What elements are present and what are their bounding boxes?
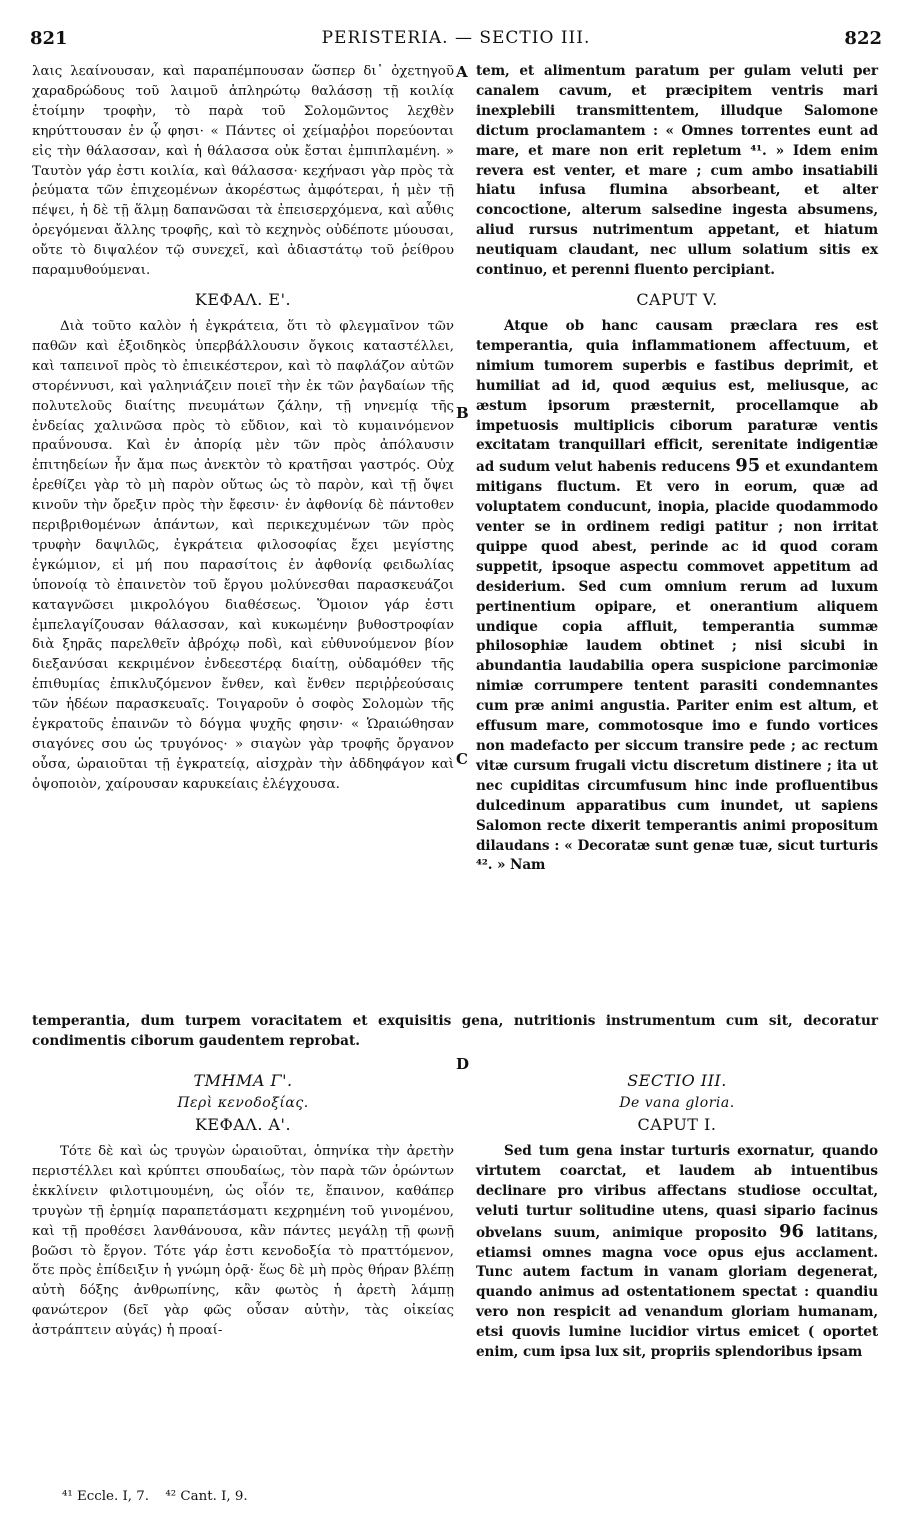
latin-paragraph-3b: latitans, etiamsi omnes magna voce opus ejus acclament. Tunc autem factum in vanam gloriam degenerat, quando animus ad ostentationem spectat : quandiu vero non respicit ad venandum gloriam humanam, etsi quovis lumine lucidior virtus emicet ( oportet enim, cum ipsa lux sit, propriis splendoribus ipsam (476, 1224, 878, 1361)
latin-paragraph-3a: Sed tum gena instar turturis exornatur, quando virtutem coarctat, et laudem ab intuentibus declinare pro viribus affectans studiose occultat, veluti turtur solitudine utens, quasi sipario facinus obvelans suum, animique proposito (476, 1143, 878, 1241)
greek-heading-caput-i: ΚΕΦΑΛ. Α'. (194, 1115, 292, 1134)
spanning-line (32, 1012, 878, 1052)
greek-column-bottom (32, 1070, 454, 1341)
latin-heading-caput-v: CAPUT V. (636, 289, 718, 309)
latin-paragraph-1: tem, et alimentum paratum per gulam veluti per canalem cavum, et præcipitem ventris mari inexplebili transmittentem, illudque Salomone dictum proclamantem : « Omnes torrentes eunt ad mare, et mare non erit repletum ⁴¹. » Idem enim revera est venter, et mare ; cum ambo insatiabili hiatu infusa flumina absorbeant, et alter concoctione, alterum salsedine ingesta absumens, aliud rursus nutrimentum appetant, et hiatum neutiquam claudant, nec ullum solatium sitis ex continuo, et perenni fluento percipiant. (476, 63, 878, 279)
latin-paragraph-3 (476, 1142, 878, 1363)
spanning-text: temperantia, dum turpem voracitatem et exquisitis gena, nutritionis instrumentum cum sit, decoratur condimentis ciborum gaudentem reprobat. (32, 1013, 878, 1049)
right-page-number: 822 (844, 28, 882, 49)
latin-heading-section: SECTIO III. (627, 1071, 727, 1090)
margin-letter-a: A (456, 63, 468, 81)
running-title: PERISTERIA. — SECTIO III. (321, 28, 591, 48)
margin-letter-b: B (456, 404, 469, 422)
footnotes (62, 1489, 260, 1504)
greek-heading-caput-v: ΚΕΦΑΛ. Ε'. (194, 289, 292, 309)
greek-paragraph-1: λαις λεαίνουσαν, καὶ παραπέμπουσαν ὥσπερ δι᾽ ὀχετηγοῦ χαραδρώδους τοῦ λαιμοῦ ἀπληρώτῳ θαλάσσῃ τῇ κοιλίᾳ ἑτοίμην τροφὴν, τὸ παρὰ τοῦ Σολομῶντος λεχθὲν κηρύττουσαν ἐν ᾧ φησι· « Πάντες οἱ χείμαῤῥοι πορεύονται εἰς τὴν θάλασσαν, καὶ ἡ θάλασσα οὐκ ἔσται ἐμπιπλαμένη. » Ταυτὸν γάρ ἐστι κοιλία, καὶ θάλασσα· κεχήνασι γὰρ πρὸς τὰ ῥεύματα τῶν ἐπιχεομένων ἀκορέστως ἀμφότεραι, ἡ μὲν τῇ πέψει, ἡ δὲ τῇ ἅλμῃ δαπανῶσαι τὰ ἐπεισερχόμενα, καὶ αὖθις ὀρεγόμεναι ἄλλης τροφῆς, καὶ τὸ κεχηνὸς οὐδέποτε μύουσαι, οὔτε τὸ διψαλέον τῷ συνεχεῖ, καὶ ἀδιαστάτῳ τοῦ ῥείθρου παραμυθούμεναι. (32, 64, 454, 279)
column-mark-96: 96 (779, 1220, 804, 1242)
footnote-41: ⁴¹ Eccle. I, 7. (62, 1489, 150, 1504)
margin-letter-c: C (456, 750, 468, 768)
left-page-number: 821 (30, 28, 68, 49)
latin-subheading: De vana gloria. (619, 1095, 735, 1111)
greek-paragraph-3: Τότε δὲ καὶ ὡς τρυγὼν ὡραιοῦται, ὁπηνίκα τὴν ἀρετὴν περιστέλλει καὶ κρύπτει σπουδαίως, τὸν παρὰ τῶν ὁρώντων ἐκκλίνειν φιλοτιμουμένη, ὡς οἷόν τε, ἔπαινον, καθάπερ τρυγὼν τῇ ἐρημίᾳ παραπετάσματι κεχρημένη τοῦ γινομένου, καὶ τῇ προθέσει λανθάνουσα, κἂν πάντες μεγάλῃ τῇ φωνῇ βοῶσι τὸ ἔργον. Τότε γάρ ἐστι κενοδοξία τὸ πραττόμενον, ὅτε πρὸς ἐπίδειξιν ἡ γνώμη ὁρᾷ· ἕως δὲ μὴ πρὸς θήραν βλέπῃ αὐτὴ δόξης ἀνθρωπίνης, κἂν φωτὸς ἡ ἀρετὴ λάμπῃ φανώτερον (δεῖ γὰρ φῶς οὖσαν αὐτὴν, τὰς οἰκείας ἀστράπτειν αὐγάς) ἡ προαί- (32, 1144, 454, 1339)
greek-subheading: Περὶ κενοδοξίας. (177, 1095, 309, 1111)
latin-column-top (476, 62, 878, 876)
latin-paragraph-2 (476, 317, 878, 876)
footnote-42: ⁴² Cant. I, 9. (165, 1489, 248, 1504)
latin-paragraph-2a: Atque ob hanc causam præclara res est temperantia, quia inflammationem affectuum, et nimium tumorem superbis e fastibus deprimit, et humiliat ad id, quod æquius est, meliusque, ac æstum ipsorum præsternit, procellamque ab impetuosis multiplicis ciborum paraturæ ventis excitatam tranquillari efficit, serenitate indigentiæ ad sudum velut habenis reducens (476, 317, 878, 476)
column-mark-95: 95 (735, 455, 761, 477)
page-header (30, 28, 882, 58)
margin-letter-d: D (456, 1055, 470, 1073)
greek-paragraph-2: Διὰ τοῦτο καλὸν ἡ ἐγκράτεια, ὅτι τὸ φλεγμαῖνον τῶν παθῶν καὶ ἐξοιδηκὸς ὑπερβάλλουσιν ὄγκοις καταστέλλει, καὶ ταπεινοῖ πρὸς τὸ ἐπιεικέστερον, καὶ τὸ παφλάζον αὐτῶν στορέννυσι, καὶ γαληνιάζειν ποιεῖ τὴν ἐκ τῶν ῥαγδαίων τῆς πολυτελοῦς διαίτης πνευμάτων ζάλην, τῇ νηνεμίᾳ τῆς ἐνδείας χαλινῶσα πρὸς τὸ εὔδιον, καὶ τὸ κυμαινόμενον πραΰνουσα. Καὶ ἐν ἀπορίᾳ μὲν τῶν πρὸς ἀπόλαυσιν ἐπιτηδείων ἦν ἄμα πως ἀνεκτὸν τὸ κρατῆσαι γαστρός. Οὐχ ἐρεθίζει γὰρ τὸ μὴ παρὸν οὕτως ὡς τὸ παρὸν, καὶ τῇ ὄψει κινοῦν τὴν ὄρεξιν πρὸς τὴν ἔφεσιν· ἐν ἀφθονίᾳ δὲ πάντοθεν περιβριθομένων ἁπάντων, καὶ περικεχυμένων τῶν πρὸς τρυφὴν δαψιλῶς, ἐγκράτεια φιλοσοφίας ἔχει μεγίστης ἐγκώμιον, εἰ μή που παρασίτοις ἐν ἀφθονίᾳ φειδωλίας ὑπονοίᾳ τὸ ἐπαινετὸν τοῦ ἔργου μολύνεσθαι παρασκευάζοι καταγνῶσει μικρολόγου διαθέσεως. Ὅμοιον γάρ ἐστι ἐμπελαγίζουσαν θάλασσαν, καὶ κυκωμένην βυθοστροφίαν διὰ ξηρᾶς παρελθεῖν ἀβρόχῳ ποδὶ, καὶ εὐθυνούμενον βίον διεξανύσαι κεκριμένον ἐνδεεστέρᾳ διαίτῃ, οὐδαμόθεν τῆς ἐπιθυμίας ἐπικλυζόμενον ἔνθεν, καὶ ἔνθεν περιῤῥεούσαις τῶν ἡδέων παρασκευαῖς. Τοιγαροῦν ὁ σοφὸς Σολομὼν τῆς ἐγκρατοῦς ἐπαινῶν τὸ δόγμα ψυχῆς φησιν· « Ὡραιώθησαν σιαγόνες σου ὡς τρυγόνος· » σιαγὼν γὰρ τροφῆς ὄργανον οὖσα, ὡραιοῦται τῇ ἐγκρατείᾳ, αἰσχρὰν τὴν ἀδδηφάγον καὶ ὀψοποιὸν, χαίρουσαν καρυκείαις ἐλέγχουσα. (32, 318, 454, 792)
latin-column-bottom (476, 1070, 878, 1363)
greek-heading-section: ΤΜΗΜΑ Γ'. (193, 1071, 293, 1090)
latin-paragraph-2b: et exundantem mitigans fluctum. Et vero in eorum, quæ ad voluptatem conducunt, inopia, placide quodammodo venter se in ordinem redigi patitur ; non irritat quippe quod abest, perinde ac id quod coram suppetit, ipsoque aspectu commovet appetitum ad desiderium. Sed cum omnium rerum ad luxum pertinentium opipare, et onerantium aliquem undique copia affluit, temperantia summæ philosophiæ laudem obtinet ; nisi sicubi in abundantia laudabilia opera suspicione parcimoniæ nimiæ corrumpere tentent parasiti condemnantes cum præ animi angustia. Pariter enim est altum, et effusum mare, commotosque imo e fundo vortices non madefacto per siccum transire pede ; ac rectum vitæ cursum frugali victu discretum distinere ; ita ut nec cupiditas circumfusum hinc inde profluentibus dulcedinum apparatibus cum inundet, ut sapiens Salomon recte dixerit temperantis animi propositum dilaudans : « Decoratæ sunt genæ tuæ, sicut turturis ⁴². » Nam (476, 459, 878, 874)
greek-column-top (32, 62, 454, 795)
latin-heading-caput-i: CAPUT I. (637, 1115, 717, 1134)
